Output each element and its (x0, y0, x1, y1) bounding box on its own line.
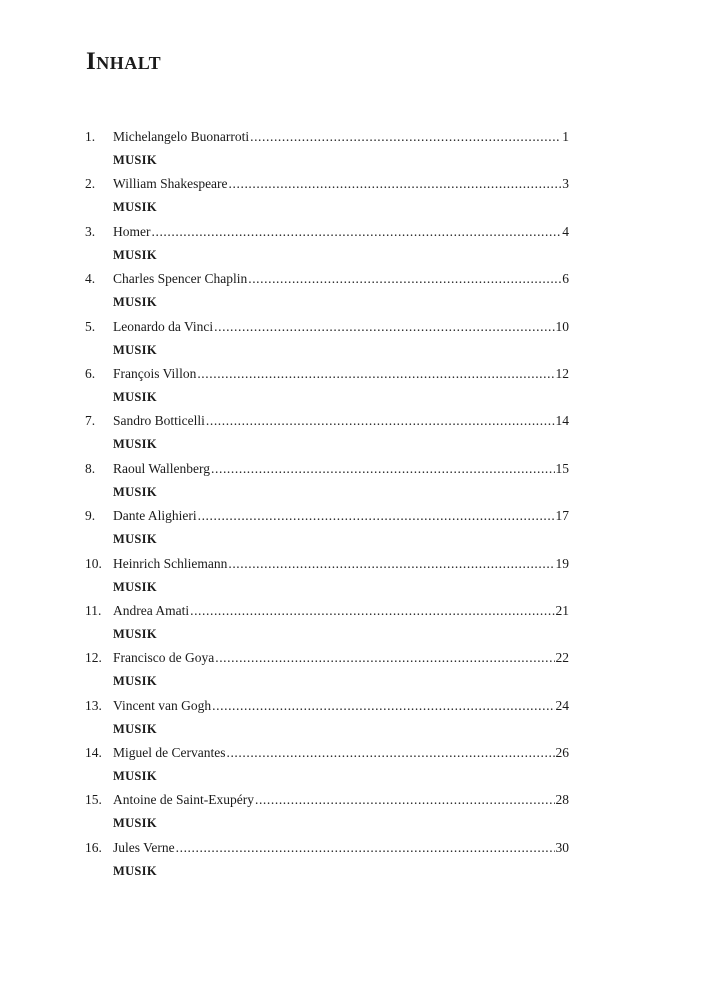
dot-leader (211, 457, 554, 481)
entry-page-number: 15 (555, 460, 569, 476)
entry-page-number: 4 (562, 223, 569, 239)
entry-subheading: MUSIK (113, 247, 157, 262)
entry-title: William Shakespeare (113, 176, 228, 192)
entry-title: Michelangelo Buonarroti (113, 129, 250, 144)
entry-page-number: 19 (555, 555, 569, 571)
entry-title: Miguel de Cervantes (113, 745, 226, 761)
dot-leader (229, 172, 562, 196)
dot-leader (250, 125, 561, 149)
entry-subheading: MUSIK (113, 816, 157, 831)
toc-entry-line[interactable] (85, 267, 569, 291)
toc-entry-line[interactable] (85, 125, 569, 149)
dot-leader (190, 599, 554, 623)
entry-page-number: 24 (555, 697, 569, 713)
toc-entry (85, 315, 569, 362)
entry-page-number: 21 (555, 602, 569, 618)
toc-entry (85, 552, 569, 599)
toc-entry-line[interactable] (85, 836, 569, 860)
toc-entry-line[interactable] (85, 646, 569, 670)
entry-subheading: MUSIK (113, 579, 157, 594)
toc-entry (85, 409, 569, 456)
entry-subheading: MUSIK (113, 626, 157, 641)
toc-entry (85, 504, 569, 551)
toc-entry-line[interactable] (85, 220, 569, 244)
page-title: Inhalt (86, 48, 162, 75)
dot-leader (228, 552, 554, 576)
entry-page-number: 14 (555, 413, 569, 429)
entry-title: Raoul Wallenberg (113, 460, 211, 476)
toc-entry (85, 125, 569, 172)
entry-subheading: MUSIK (113, 342, 157, 357)
dot-leader (226, 741, 554, 765)
entry-number: 3. (85, 223, 96, 239)
dot-leader (197, 362, 554, 386)
dot-leader (212, 694, 554, 718)
entry-number: 8. (85, 460, 96, 476)
entry-title: Andrea Amati (113, 602, 190, 618)
entry-subheading: MUSIK (113, 295, 157, 310)
toc-entry (85, 172, 569, 219)
entry-subheading: MUSIK (113, 721, 157, 736)
dot-leader (176, 836, 555, 860)
entry-title: Leonardo da Vinci (113, 318, 214, 334)
toc-entry-line[interactable] (85, 409, 569, 433)
toc-entry (85, 646, 569, 693)
toc-entry-line[interactable] (85, 457, 569, 481)
entry-number: 10. (85, 555, 102, 571)
entry-page-number: 26 (555, 745, 569, 761)
entry-page-number: 12 (555, 365, 569, 381)
entry-title: Sandro Botticelli (113, 413, 205, 429)
entry-title: Vincent van Gogh (113, 697, 212, 713)
entry-number: 2. (85, 176, 96, 192)
entry-number: 5. (85, 318, 96, 334)
entry-number: 15. (85, 792, 102, 808)
toc-entry (85, 741, 569, 788)
dot-leader (215, 646, 554, 670)
dot-leader (152, 220, 562, 244)
entry-number: 11. (85, 602, 102, 618)
entry-page-number: 28 (555, 792, 569, 808)
entry-number: 6. (85, 365, 96, 381)
entry-page-number: 3 (562, 176, 569, 192)
entry-number: 7. (85, 413, 96, 429)
table-of-contents (85, 125, 569, 883)
toc-entry-line[interactable] (85, 741, 569, 765)
entry-title: Francisco de Goya (113, 650, 215, 666)
toc-entry (85, 836, 569, 883)
toc-entry (85, 267, 569, 314)
entry-page-number: 17 (555, 508, 569, 524)
entry-number: 16. (85, 839, 102, 855)
toc-entry (85, 788, 569, 835)
entry-subheading: MUSIK (113, 484, 157, 499)
entry-number: 9. (85, 508, 96, 524)
entry-subheading: MUSIK (113, 437, 157, 452)
entry-subheading: MUSIK (113, 389, 157, 404)
toc-entry (85, 599, 569, 646)
toc-entry (85, 362, 569, 409)
toc-entry-line[interactable] (85, 172, 569, 196)
entry-subheading: MUSIK (113, 153, 157, 167)
entry-number: 14. (85, 745, 102, 761)
toc-entry-line[interactable] (85, 599, 569, 623)
entry-title: Heinrich Schliemann (113, 555, 228, 571)
toc-entry-line[interactable] (85, 788, 569, 812)
entry-title: Jules Verne (113, 839, 175, 855)
entry-title: Antoine de Saint-Exupéry (113, 792, 254, 808)
toc-entry-line[interactable] (85, 504, 569, 528)
dot-leader (248, 267, 561, 291)
entry-subheading: MUSIK (113, 532, 157, 547)
toc-entry (85, 220, 569, 267)
dot-leader (214, 315, 554, 339)
entry-subheading: MUSIK (113, 200, 157, 215)
entry-title: Dante Alighieri (113, 508, 197, 524)
entry-number: 4. (85, 271, 96, 287)
entry-page-number: 6 (562, 271, 569, 287)
entry-number: 12. (85, 650, 102, 666)
toc-entry (85, 694, 569, 741)
toc-entry-line[interactable] (85, 694, 569, 718)
dot-leader (255, 788, 555, 812)
dot-leader (206, 409, 555, 433)
toc-entry (85, 457, 569, 504)
toc-entry-line[interactable] (85, 362, 569, 386)
entry-page-number: 22 (555, 650, 569, 666)
entry-title: François Villon (113, 365, 197, 381)
entry-subheading: MUSIK (113, 674, 157, 689)
dot-leader (198, 504, 555, 528)
toc-entry-line[interactable] (85, 315, 569, 339)
toc-entry-line[interactable] (85, 552, 569, 576)
entry-subheading: MUSIK (113, 863, 157, 878)
entry-number: 1. (85, 129, 96, 144)
entry-page-number: 10 (555, 318, 569, 334)
entry-title: Charles Spencer Chaplin (113, 271, 248, 287)
entry-subheading: MUSIK (113, 769, 157, 784)
entry-title: Homer (113, 223, 151, 239)
entry-number: 13. (85, 697, 102, 713)
entry-page-number: 30 (555, 839, 569, 855)
entry-page-number: 1 (562, 129, 569, 144)
